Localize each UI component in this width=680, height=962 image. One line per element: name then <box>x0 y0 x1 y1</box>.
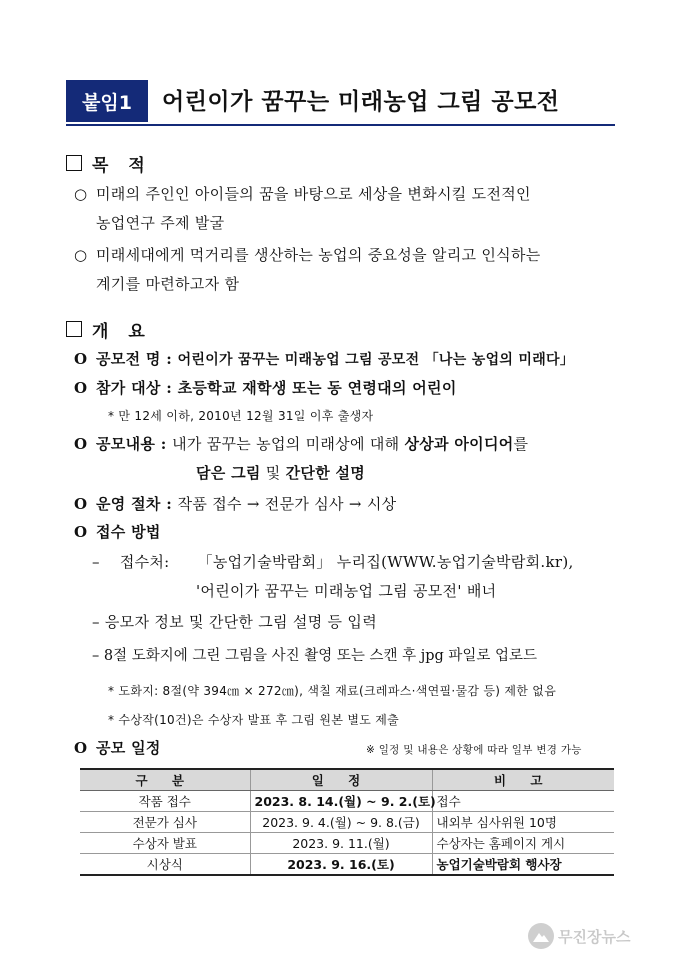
purpose-item-2-cont: 계기를 마련하고자 함 <box>96 275 240 293</box>
table-cell-date: 2023. 9. 11.(월) <box>250 833 432 854</box>
submission-note-2: * 수상작(10건)은 수상자 발표 후 그림 원본 별도 제출 <box>108 713 400 727</box>
table-cell-category: 수상자 발표 <box>80 833 250 854</box>
dash-bullet-icon: – <box>92 553 100 571</box>
table-row <box>80 791 614 812</box>
contest-content-cont: 담은 그림 및 간단한 설명 <box>196 464 366 482</box>
asterisk-icon: * <box>108 713 119 727</box>
schedule-note: ※ 일정 및 내용은 상황에 따라 일부 변경 가능 <box>366 744 582 756</box>
circle-bullet-icon: O <box>74 739 88 757</box>
section-purpose-heading: 목 적 <box>66 151 152 175</box>
dash-bullet-icon: – <box>92 613 105 631</box>
process-row: O 운영 절차 : 작품 접수 → 전문가 심사 → 시상 <box>74 495 397 513</box>
table-header-cell: 구 분 <box>80 769 250 791</box>
schedule-table <box>80 768 614 876</box>
table-cell-date: 2023. 9. 4.(월) ~ 9. 8.(금) <box>250 812 432 833</box>
table-header-cell: 비 고 <box>432 769 614 791</box>
purpose-item-2: ○ 미래세대에게 먹거리를 생산하는 농업의 중요성을 알리고 인식하는 <box>74 246 541 264</box>
submission-method-row: O 접수 방법 <box>74 523 161 541</box>
circle-bullet-icon: O <box>74 379 88 397</box>
watermark-mountain-icon <box>528 923 554 949</box>
contest-content-row: O 공모내용 : 내가 꿈꾸는 농업의 미래상에 대해 상상과 아이디어를 <box>74 435 529 453</box>
table-cell-category: 시상식 <box>80 854 250 876</box>
purpose-item-1-cont: 농업연구 주제 발굴 <box>96 214 225 232</box>
table-header-cell: 일 정 <box>250 769 432 791</box>
contest-name-row: O 공모전 명 : 어린이가 꿈꾸는 미래농업 그림 공모전 「나는 농업의 미래다」 <box>74 350 575 368</box>
section-overview-heading: 개 요 <box>66 317 152 341</box>
table-cell-note: 농업기술박람회 행사장 <box>432 854 614 876</box>
table-cell-note: 내외부 심사위원 10명 <box>432 812 614 833</box>
schedule-row: O 공모 일정 <box>74 739 161 757</box>
asterisk-icon: * <box>108 409 119 423</box>
submission-item-3: – 8절 도화지에 그린 그림을 사진 촬영 또는 스캔 후 jpg 파일로 업로드 <box>92 648 538 664</box>
dash-bullet-icon: – <box>92 648 104 664</box>
circle-bullet-icon: O <box>74 350 88 368</box>
circle-bullet-icon: ○ <box>74 185 88 203</box>
table-cell-category: 전문가 심사 <box>80 812 250 833</box>
table-cell-date: 2023. 8. 14.(월) ~ 9. 2.(토) <box>250 791 432 812</box>
table-cell-note: 수상자는 홈페이지 게시 <box>432 833 614 854</box>
table-cell-category: 작품 접수 <box>80 791 250 812</box>
table-row <box>80 854 614 876</box>
title-underline <box>66 124 615 126</box>
table-cell-note: 접수 <box>432 791 614 812</box>
circle-bullet-icon: O <box>74 435 88 453</box>
checkbox-square-icon <box>66 321 82 337</box>
participants-note: * 만 12세 이하, 2010년 12월 31일 이후 출생자 <box>108 409 374 423</box>
submission-where-row: – 접수처: 「농업기술박람회」 누리집(WWW.농업기술박람회.kr), <box>92 553 574 571</box>
submission-item-2: – 응모자 정보 및 간단한 그림 설명 등 입력 <box>92 613 377 631</box>
circle-bullet-icon: O <box>74 523 88 541</box>
participants-row: O 참가 대상 : 초등학교 재학생 또는 동 연령대의 어린이 <box>74 379 457 397</box>
purpose-item-1: ○ 미래의 주인인 아이들의 꿈을 바탕으로 세상을 변화시킬 도전적인 <box>74 185 531 203</box>
table-cell-date: 2023. 9. 16.(토) <box>250 854 432 876</box>
asterisk-icon: * <box>108 684 119 698</box>
circle-bullet-icon: ○ <box>74 246 88 264</box>
table-row <box>80 833 614 854</box>
table-header-row <box>80 769 614 791</box>
document-title: 어린이가 꿈꾸는 미래농업 그림 공모전 <box>162 89 560 115</box>
submission-note-1: * 도화지: 8절(약 394㎝ × 272㎝), 색칠 재료(크레파스·색연필·물감 등) 제한 없음 <box>108 684 557 698</box>
table-row <box>80 812 614 833</box>
submission-where-cont: '어린이가 꿈꾸는 미래농업 그림 공모전' 배너 <box>196 582 497 600</box>
circle-bullet-icon: O <box>74 495 88 513</box>
watermark-logo: 무진장뉴스 <box>528 921 674 951</box>
attachment-badge: 붙임1 <box>66 80 148 122</box>
checkbox-square-icon <box>66 155 82 171</box>
